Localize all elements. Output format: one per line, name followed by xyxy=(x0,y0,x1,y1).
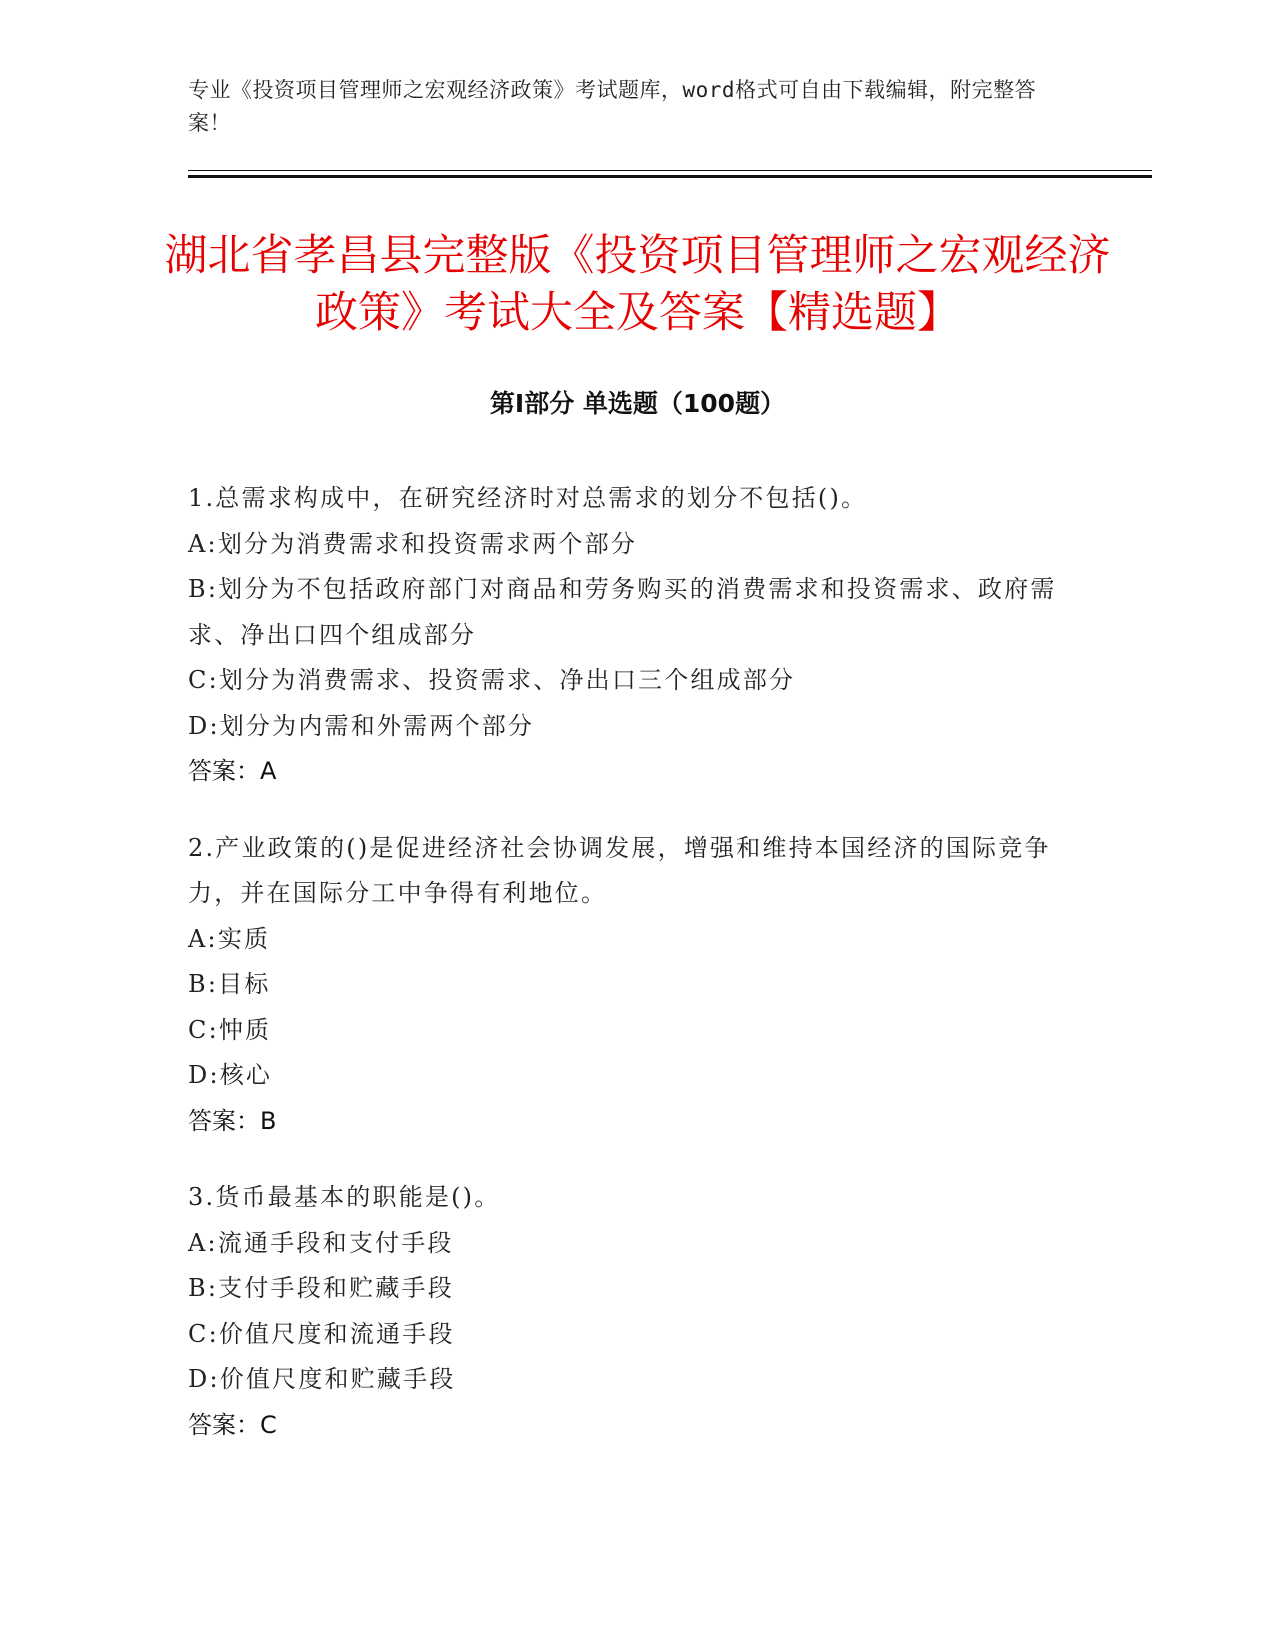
header-divider-thin xyxy=(188,170,1152,171)
answer-label: 答案：B xyxy=(188,1106,277,1135)
option-d: D:核心 xyxy=(188,1061,273,1089)
answer-label: 答案：C xyxy=(188,1410,277,1439)
option-d: D:价值尺度和贮藏手段 xyxy=(188,1365,456,1393)
option-b: B:支付手段和贮藏手段 xyxy=(188,1274,454,1302)
question-stem: 2.产业政策的()是促进经济社会协调发展，增强和维持本国经济的国际竞争力，并在国际分工中争得有利地位。 xyxy=(188,833,1051,907)
option-d: D:划分为内需和外需两个部分 xyxy=(188,711,535,740)
question-stem: 1.总需求构成中，在研究经济时对总需求的划分不包括()。 xyxy=(188,484,868,512)
answer-label: 答案：A xyxy=(188,757,277,785)
option-a: A:划分为消费需求和投资需求两个部分 xyxy=(188,529,638,558)
question-stem: 3.货币最基本的职能是()。 xyxy=(188,1183,501,1211)
header-divider-thick xyxy=(188,175,1152,178)
document-title: 湖北省孝昌县完整版《投资项目管理师之宏观经济政策》考试大全及答案【精选题】 xyxy=(164,231,1111,338)
option-c: C:忡质 xyxy=(188,1015,272,1044)
header-note: 专业《投资项目管理师之宏观经济政策》考试题库，word格式可自由下载编辑，附完整答案！ xyxy=(188,78,1037,135)
question-item-3 xyxy=(188,1175,1068,1448)
option-b: B:划分为不包括政府部门对商品和劳务购买的消费需求和投资需求、政府需求、净出口四个组成部分 xyxy=(188,575,1057,649)
option-b: B:目标 xyxy=(188,970,271,998)
option-c: C:划分为消费需求、投资需求、净出口三个组成部分 xyxy=(188,666,796,694)
section-title: 第Ⅰ部分 单选题（100题） xyxy=(489,389,786,418)
option-a: A:实质 xyxy=(188,924,271,953)
question-item-2 xyxy=(188,826,1068,1145)
option-a: A:流通手段和支付手段 xyxy=(188,1228,454,1257)
question-item-1 xyxy=(188,476,1068,795)
question-list xyxy=(188,476,1068,1479)
option-c: C:价值尺度和流通手段 xyxy=(188,1319,455,1348)
